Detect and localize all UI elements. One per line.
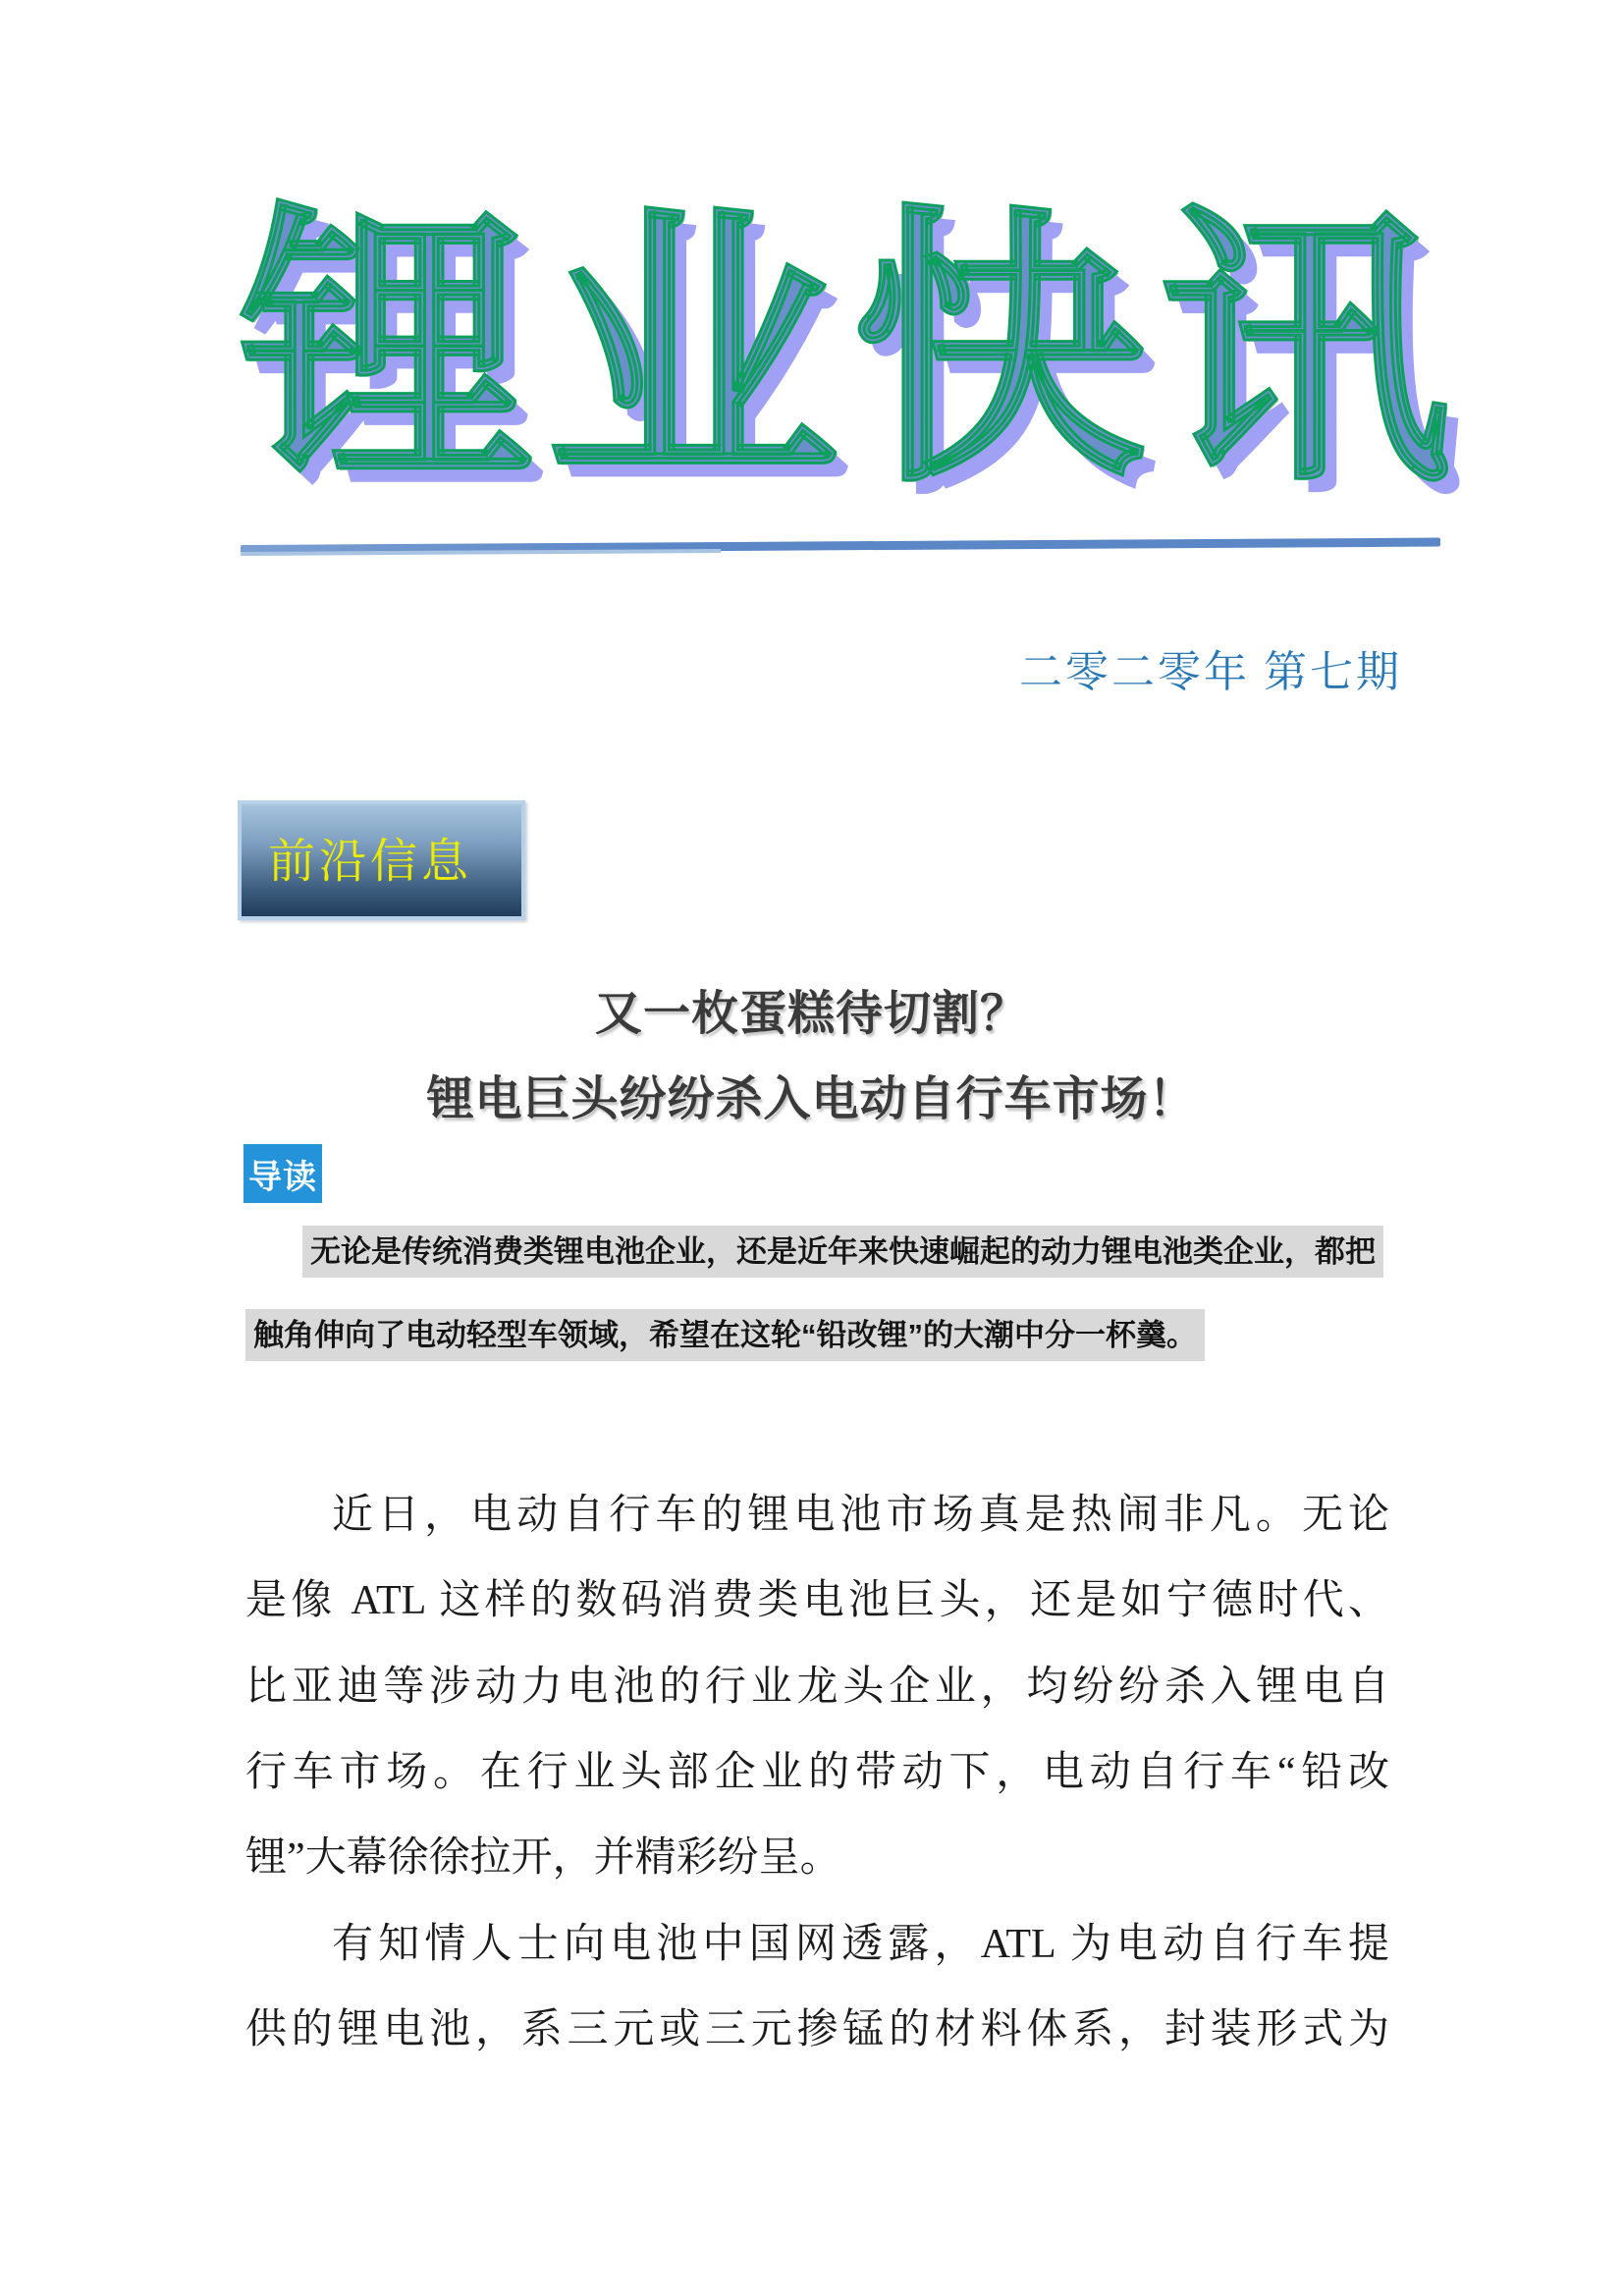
section-badge-label: 前沿信息 [268, 835, 473, 888]
body-text-line: 是像 ATL 这样的数码消费类电池巨头，还是如宁德时代、 [245, 1578, 1389, 1623]
body-text-line: 锂”大幕徐徐拉开，并精彩纷呈。 [245, 1835, 841, 1881]
body-text-line: 行车市场。在行业头部企业的带动下，电动自行车“铅改 [245, 1750, 1389, 1795]
masthead-title: 锂业快讯 [240, 179, 1465, 522]
lead-badge-label: 导读 [248, 1158, 317, 1196]
lead-paragraph-line [245, 1310, 1404, 1354]
lead-highlight-text: 触角伸向了电动轻型车领域，希望在这轮“铅改锂”的大潮中分一杯羹。 [245, 1309, 1205, 1361]
body-text-line: 有知情人士向电池中国网透露，ATL 为电动自行车提 [332, 1922, 1389, 1967]
article-headline-line2: 锂电巨头纷纷杀入电动自行车市场！ [426, 1073, 1197, 1125]
body-text-line: 比亚迪等涉动力电池的行业龙头企业，均纷纷杀入锂电自 [245, 1665, 1389, 1710]
body-text-line: 近日，电动自行车的锂电池市场真是热闹非凡。无论 [332, 1493, 1389, 1538]
section-badge [238, 800, 525, 920]
body-text-line: 供的锂电池，系三元或三元掺锰的材料体系，封装形式为 [245, 2007, 1389, 2052]
issue-line: 二零二零年 第七期 [1019, 648, 1402, 696]
lead-badge [243, 1144, 322, 1203]
lead-highlight-text: 无论是传统消费类锂电池企业，还是近年来快速崛起的动力锂电池类企业，都把 [302, 1226, 1383, 1278]
article-headline-line1: 又一枚蛋糕待切割？ [594, 988, 1028, 1040]
lead-paragraph-line [245, 1227, 1461, 1271]
